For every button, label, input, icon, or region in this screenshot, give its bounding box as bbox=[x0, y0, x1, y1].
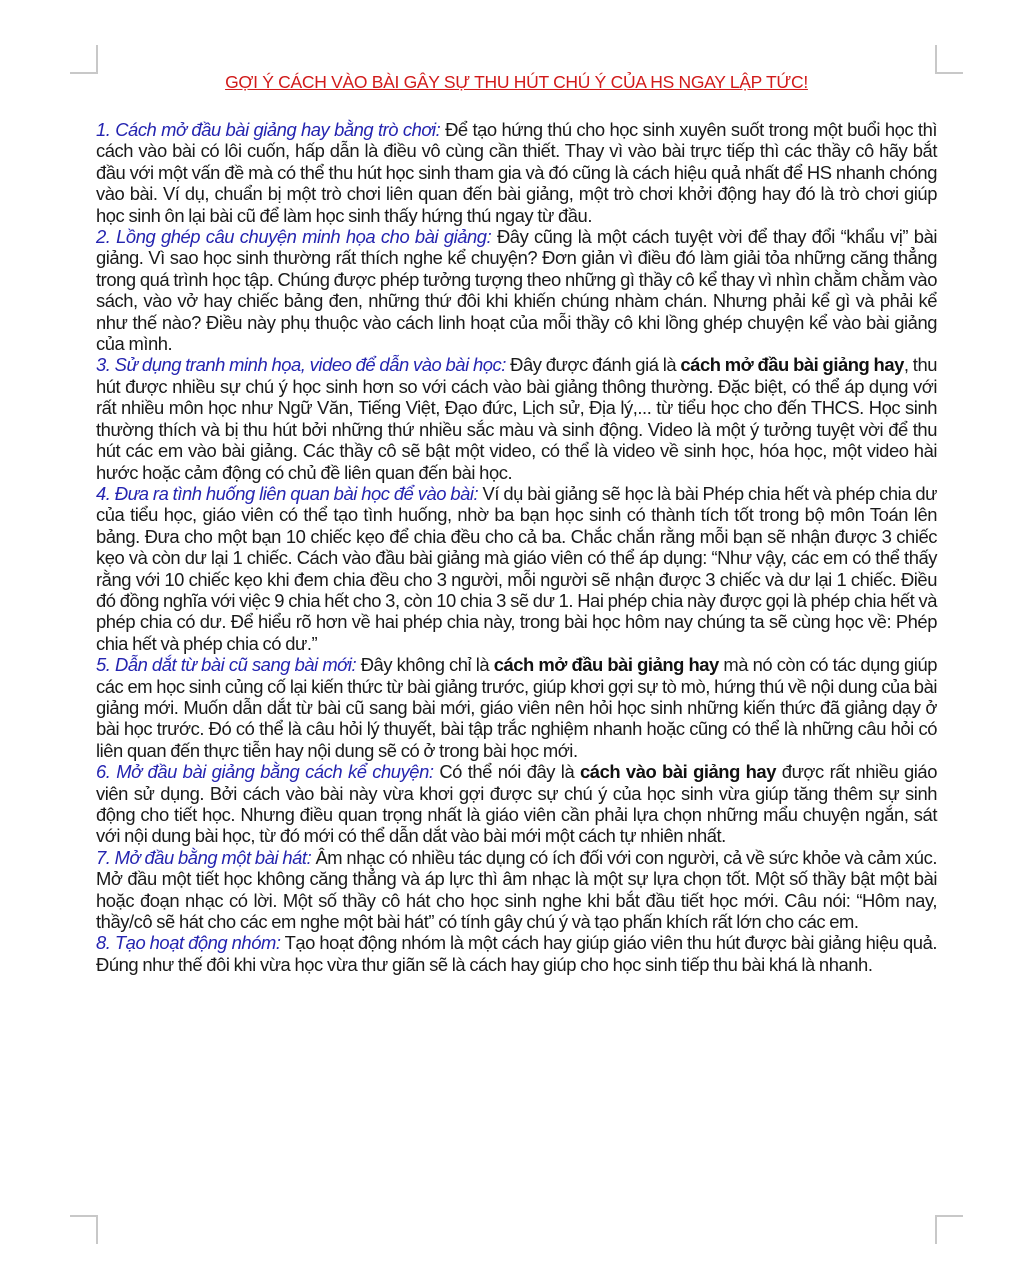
document-title: GỢI Ý CÁCH VÀO BÀI GÂY SỰ THU HÚT CHÚ Ý CỦA HS NGAY LẬP TỨC! bbox=[225, 72, 808, 92]
page-corner-mark-top-right bbox=[935, 45, 963, 74]
section-bold-phrase: cách vào bài giảng hay bbox=[580, 761, 776, 783]
section-text: Tạo hoạt động nhóm là một cách hay giúp giáo viên thu hút được bài giảng hiệu quả. Đúng như thế đôi khi vừa học vừa thư giãn sẽ là cách hay giúp cho học sinh tiếp thu bài khá là nhanh. bbox=[96, 932, 938, 975]
section-text: được rất nhiều giáo viên sử dụng. Bởi cách vào bài này vừa khơi gợi được sự chú ý của học sinh vừa giúp tăng thêm sự sinh động cho tiết học. Nhưng điều quan trọng nhất là giáo viên cần phải lựa chọn những mẩu chuyện ngắn, sát với nội dung bài học, từ đó mới có thể dẫn dắt vào bài mới một cách tự nhiên nhất. bbox=[96, 761, 937, 847]
section-heading: 1. Cách mở đầu bài giảng hay bằng trò chơi: bbox=[96, 119, 441, 140]
section-heading: 2. Lồng ghép câu chuyện minh họa cho bài giảng: bbox=[96, 226, 492, 248]
page-corner-mark-bottom-right bbox=[935, 1215, 963, 1244]
section-8 bbox=[96, 932, 937, 975]
section-text: Ví dụ bài giảng sẽ học là bài Phép chia hết và phép chia dư của tiểu học, giáo viên có thể tạo tình huống, nhờ ba bạn học sinh có thành tích tốt trong bộ môn Toán lên bảng. Đưa cho một bạn 10 chiếc kẹo để chia đều cho cả ba. Chắc chắn rằng mỗi bạn sẽ nhận được 3 chiếc kẹo và còn dư lại 1 chiếc. Cách vào đầu bài giảng mà giáo viên có thể áp dụng: “Như vậy, các em có thể thấy rằng với 10 chiếc kẹo khi đem chia đều cho 3 người, mỗi người sẽ nhận được 3 chiếc và dư lại 1 chiếc. Điều đó đồng nghĩa với việc 9 chia hết cho 3, còn 10 chia 3 sẽ dư 1. Hai phép chia này được gọi là phép chia hết và phép chia có dư. Để hiểu rõ hơn về hai phép chia này, trong bài học hôm nay chúng ta sẽ cùng học về: Phép chia hết và phép chia có dư.” bbox=[96, 482, 938, 654]
section-3 bbox=[96, 354, 937, 482]
section-text: Đây cũng là một cách tuyệt vời để thay đổi “khẩu vị” bài giảng. Vì sao học sinh thường rất thích nghe kể chuyện? Đơn giản vì điều đó làm giải tỏa những căng thẳng trong quá trình học tập. Chúng được phép tưởng tượng theo những gì thầy cô kể thay vì nhìn chằm chằm vào sách, vào vở hay chiếc bảng đen, những thứ đôi khi khiến chúng nhàm chán. Nhưng phải kể gì và phải kể như thế nào? Điều này phụ thuộc vào cách linh hoạt của mỗi thầy cô khi lồng ghép chuyện kể vào bài giảng của mình. bbox=[96, 226, 937, 355]
page-corner-mark-bottom-left bbox=[70, 1215, 98, 1244]
section-2 bbox=[96, 226, 937, 354]
section-7 bbox=[96, 847, 937, 933]
section-1 bbox=[96, 119, 937, 226]
section-bold-phrase: cách mở đầu bài giảng hay bbox=[680, 354, 904, 376]
page-corner-mark-top-left bbox=[70, 45, 98, 74]
section-4 bbox=[96, 483, 937, 654]
section-heading: 3. Sử dụng tranh minh họa, video để dẫn vào bài học: bbox=[96, 354, 506, 376]
section-5 bbox=[96, 654, 937, 761]
section-heading: 7. Mở đầu bằng một bài hát: bbox=[96, 846, 312, 868]
section-heading: 8. Tạo hoạt động nhóm: bbox=[96, 932, 281, 954]
section-text: Âm nhạc có nhiều tác dụng có ích đối với con người, cả về sức khỏe và cảm xúc. Mở đầu một tiết học không căng thẳng và áp lực thì âm nhạc là một sự lựa chọn tốt. Một số thầy bật một bài hoặc đoạn nhạc có lời. Một số thầy cô hát cho học sinh nghe khi bắt đầu tiết học mới. Câu nói: “Hôm nay, thầy/cô sẽ hát cho các em nghe một bài hát” có tính gây chú ý và tạo phấn khích rất lớn cho các em. bbox=[96, 846, 937, 933]
section-text: Để tạo hứng thú cho học sinh xuyên suốt trong một buổi học thì cách vào bài có lôi cuốn, hấp dẫn là điều vô cùng cần thiết. Thay vì vào bài trực tiếp thì các thầy cô hãy bắt đầu với một vấn đề mà có thể thu hút học sinh tham gia và đó cũng là cách hiệu quả nhất để HS nhanh chóng vào bài. Ví dụ, chuẩn bị một trò chơi liên quan đến bài giảng, một trò chơi khởi động hay đó là trò chơi giúp học sinh ôn lại bài cũ để làm học sinh thấy hứng thú ngay từ đầu. bbox=[96, 119, 938, 226]
document-body bbox=[96, 119, 937, 975]
section-text: mà nó còn có tác dụng giúp các em học sinh củng cố lại kiến thức từ bài giảng trước, giúp khơi gợi sự tò mò, hứng thú về nội dung của bài giảng mới. Muốn dẫn dắt từ bài cũ sang bài mới, giáo viên nên hỏi học sinh những kiến thức đã giảng dạy ở bài học trước. Đó có thể là câu hỏi lý thuyết, bài tập trắc nghiệm nhanh hoặc cũng có thể là những câu hỏi có liên quan đến thực tiễn hay nội dung sẽ có ở trong bài học mới. bbox=[96, 654, 937, 761]
section-heading: 5. Dẫn dắt từ bài cũ sang bài mới: bbox=[96, 654, 357, 676]
section-bold-phrase: cách mở đầu bài giảng hay bbox=[493, 654, 719, 676]
section-text: Đây không chỉ là bbox=[356, 654, 494, 676]
section-text: Có thể nói đây là bbox=[433, 761, 581, 783]
section-text: , thu hút được nhiều sự chú ý học sinh hơn so với cách vào bài giảng thông thường. Đặc biệt, có thể áp dụng với rất nhiều môn học như Ngữ Văn, Tiếng Việt, Đạo đức, Lịch sử, Địa lý,... từ tiểu học cho đến THCS. Học sinh thường thích và bị thu hút bởi những thứ nhiều sắc màu và sinh động. Video là một ý tưởng tuyệt vời để thu hút các em vào bài giảng. Các thầy cô sẽ bật một video, có thể là video về sinh học, hóa học, một video hài hước hoặc cảm động có chủ đề liên quan đến bài học. bbox=[96, 354, 938, 483]
section-text: Đây được đánh giá là bbox=[505, 354, 681, 376]
section-heading: 6. Mở đầu bài giảng bằng cách kể chuyện: bbox=[96, 761, 434, 783]
section-6 bbox=[96, 761, 937, 847]
section-heading: 4. Đưa ra tình huống liên quan bài học để vào bài: bbox=[96, 482, 479, 504]
